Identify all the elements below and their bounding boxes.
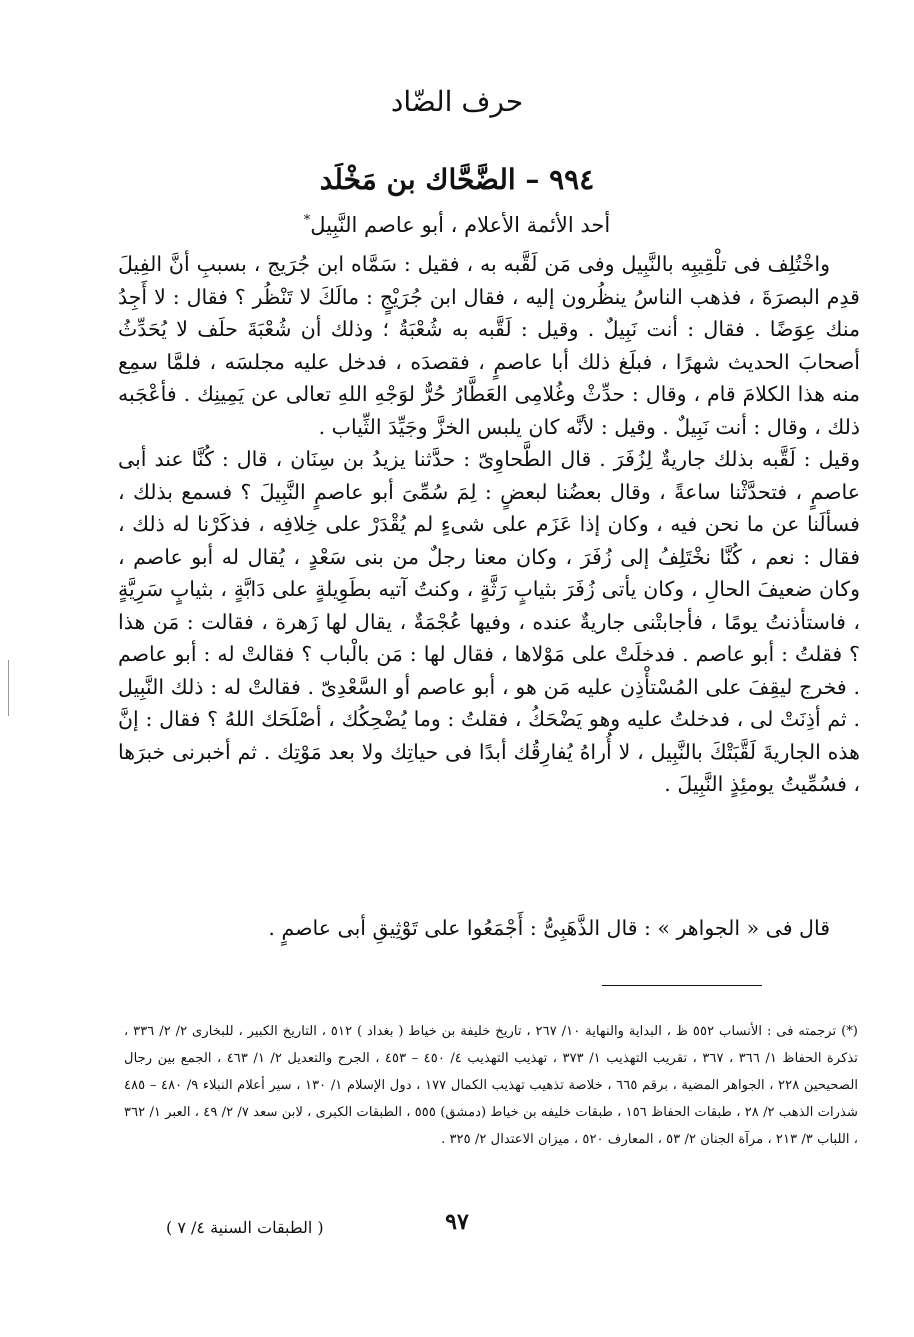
footnote-separator <box>602 985 762 986</box>
entry-subtitle <box>0 205 914 241</box>
printer-signature: ( الطبقات السنية ٤/ ٧ ) <box>166 1218 324 1237</box>
paragraph: وقيل : لَقَّبه بذلك جاريةٌ لِزُفَرَ . قال الطَّحاوِىّ : حدَّثنا يزيدُ بن سِنَان ، قال : كُنَّا عند أبى عاصمٍ ، فتحدَّثْنا ساعةً ، وقال بعضُنا لبعضٍ : لِمَ سُمِّىَ أبو عاصمٍ النَّبِيلَ ؟ فسمع بذلك ، فسألَنا عن ما نحن فيه ، وكان إذا عَزَم على شىءٍ لم يُقْدَرْ على خِلافِه ، فذكَرْنا له ذلك ، فقال : نعم ، كُنَّا نخْتَلِفُ إلى زُفَرَ ، وكان معنا رجلٌ من بنى سَعْدٍ ، يُقال له أبو عاصم ، وكان ضعيفَ الحالِ ، وكان يأتى زُفَرَ بثيابٍ رَثَّةٍ ، وكنتُ آتيه بطَوِيلةٍ على دَابَّةٍ ، بثيابٍ سَرِيَّةٍ ، فاستأذنتُ يومًا ، فأجابتْنى جاريةٌ عنده ، وفيها عُجْمَةٌ ، يقال لها زَهرة ، فقالت : مَن هذا ؟ فقلتُ : أبو عاصم . فدخلَتْ على مَوْلاها ، فقال لها : مَن بالْباب ؟ فقالتْ له : أبو عاصم . فخرج ليقِفَ على المُسْتأْذِن عليه مَن هو ، أبو عاصم أو السَّعْدِىّ . فقالتْ له : ذلك النَّبِيل . ثم أذِنَتْ لى ، فدخلتُ عليه وهو يَضْحَكُ ، فقلتُ : وما يُضْحِكُك ، أصْلَحَك اللهُ ؟ فقال : إنَّ هذه الجاريةَ لَقَّبَتْكَ بالنَّبِيل ، لا أُراهُ يُفارِقُك أبدًا فى حياتِك ولا بعد مَوْتِك . ثم أخبرنى خبرَها ، فسُمِّيتُ يومئِذٍ النَّبِيلَ . <box>118 447 860 796</box>
body-text <box>118 248 860 801</box>
quote-text: قال فى « الجواهر » : قال الذَّهَبِىُّ : أَجْمَعُوا على تَوْثِيقِ أبى عاصمٍ . <box>268 916 830 940</box>
entry-subtitle-text: أحد الأئمة الأعلام ، أبو عاصم النَّبِيل <box>310 213 611 237</box>
footnote-marker: * <box>303 213 311 228</box>
footnote: (*) ترجمته فى : الأنساب ٥٥٢ ظ ، البداية والنهاية ١٠/ ٢٦٧ ، تاريخ خليفة بن خياط ( بغداد ) ٥١٢ ، التاريخ الكبير ، للبخارى ٢/ ٢/ ٣٣٦ ، تذكرة الحفاظ ١/ ٣٦٦ ، ٣٦٧ ، تقريب التهذيب ١/ ٣٧٣ ، تهذيب التهذيب ٤/ ٤٥٠ – ٤٥٣ ، الجرح والتعديل ٢/ ١/ ٤٦٣ ، الجمع بين رجال الصحيحين ٢٢٨ ، الجواهر المضية ، برقم ٦٦٥ ، خلاصة تذهيب تهذيب الكمال ١٧٧ ، دول الإسلام ١/ ١٣٠ ، سير أعلام النبلاء ٩/ ٤٨٠ – ٤٨٥ شذرات الذهب ٢/ ٢٨ ، طبقات الحفاظ ١٥٦ ، طبقات خليفه بن خياط (دمشق) ٥٥٥ ، الطبقات الكبرى ، لابن سعد ٧/ ٢/ ٤٩ ، العبر ١/ ٣٦٢ ، اللباب ٣/ ٢١٣ ، مرآة الجنان ٢/ ٥٣ ، المعارف ٥٢٠ ، ميزان الاعتدال ٢/ ٣٢٥ . <box>124 1024 859 1147</box>
entry-title: ٩٩٤ – الضَّحَّاك بن مَخْلَد <box>319 163 595 196</box>
page-heading: حرف الضّاد <box>390 85 524 118</box>
paragraph: واخْتُلِف فى تلْقِيبِه بالنَّبِيل وفى مَن لَقَّبه به ، فقيل : سَمَّاه ابن جُرَيج ، بسببِ أنَّ الفِيلَ قدِم البصرَةَ ، فذهب الناسُ ينظُرون إليه ، فقال ابن جُرَيْجٍ : مالَكَ لا تَنْظُر ؟ فقال : لا أَجِدُ منك عِوَضًا . فقال : أنت نَبِيلٌ . وقيل : لَقَّبه به شُعْبَةُ ؛ وذلك أن شُعْبَةَ حلَف لا يُحَدِّثُ أصحابَ الحديث شهرًا ، فبلَغ ذلك أبا عاصمٍ ، فقصدَه ، فدخل عليه مجلسَه ، فلمَّا سمِع منه هذا الكلامَ قام ، وقال : حدِّثْ وغُلامِى العَطَّارُ حُرٌّ لوَجْهِ اللهِ تعالى عن يَمِينِك . فأعْجَبه ذلك ، وقال : أنت نَبِيلٌ . وقيل : لأنَّه كان يلبس الخزَّ وجَيِّدَ الثِّياب . <box>118 252 860 439</box>
quote-line <box>118 912 860 945</box>
page-number: ٩٧ <box>445 1209 469 1235</box>
scan-edge-mark <box>8 660 9 716</box>
